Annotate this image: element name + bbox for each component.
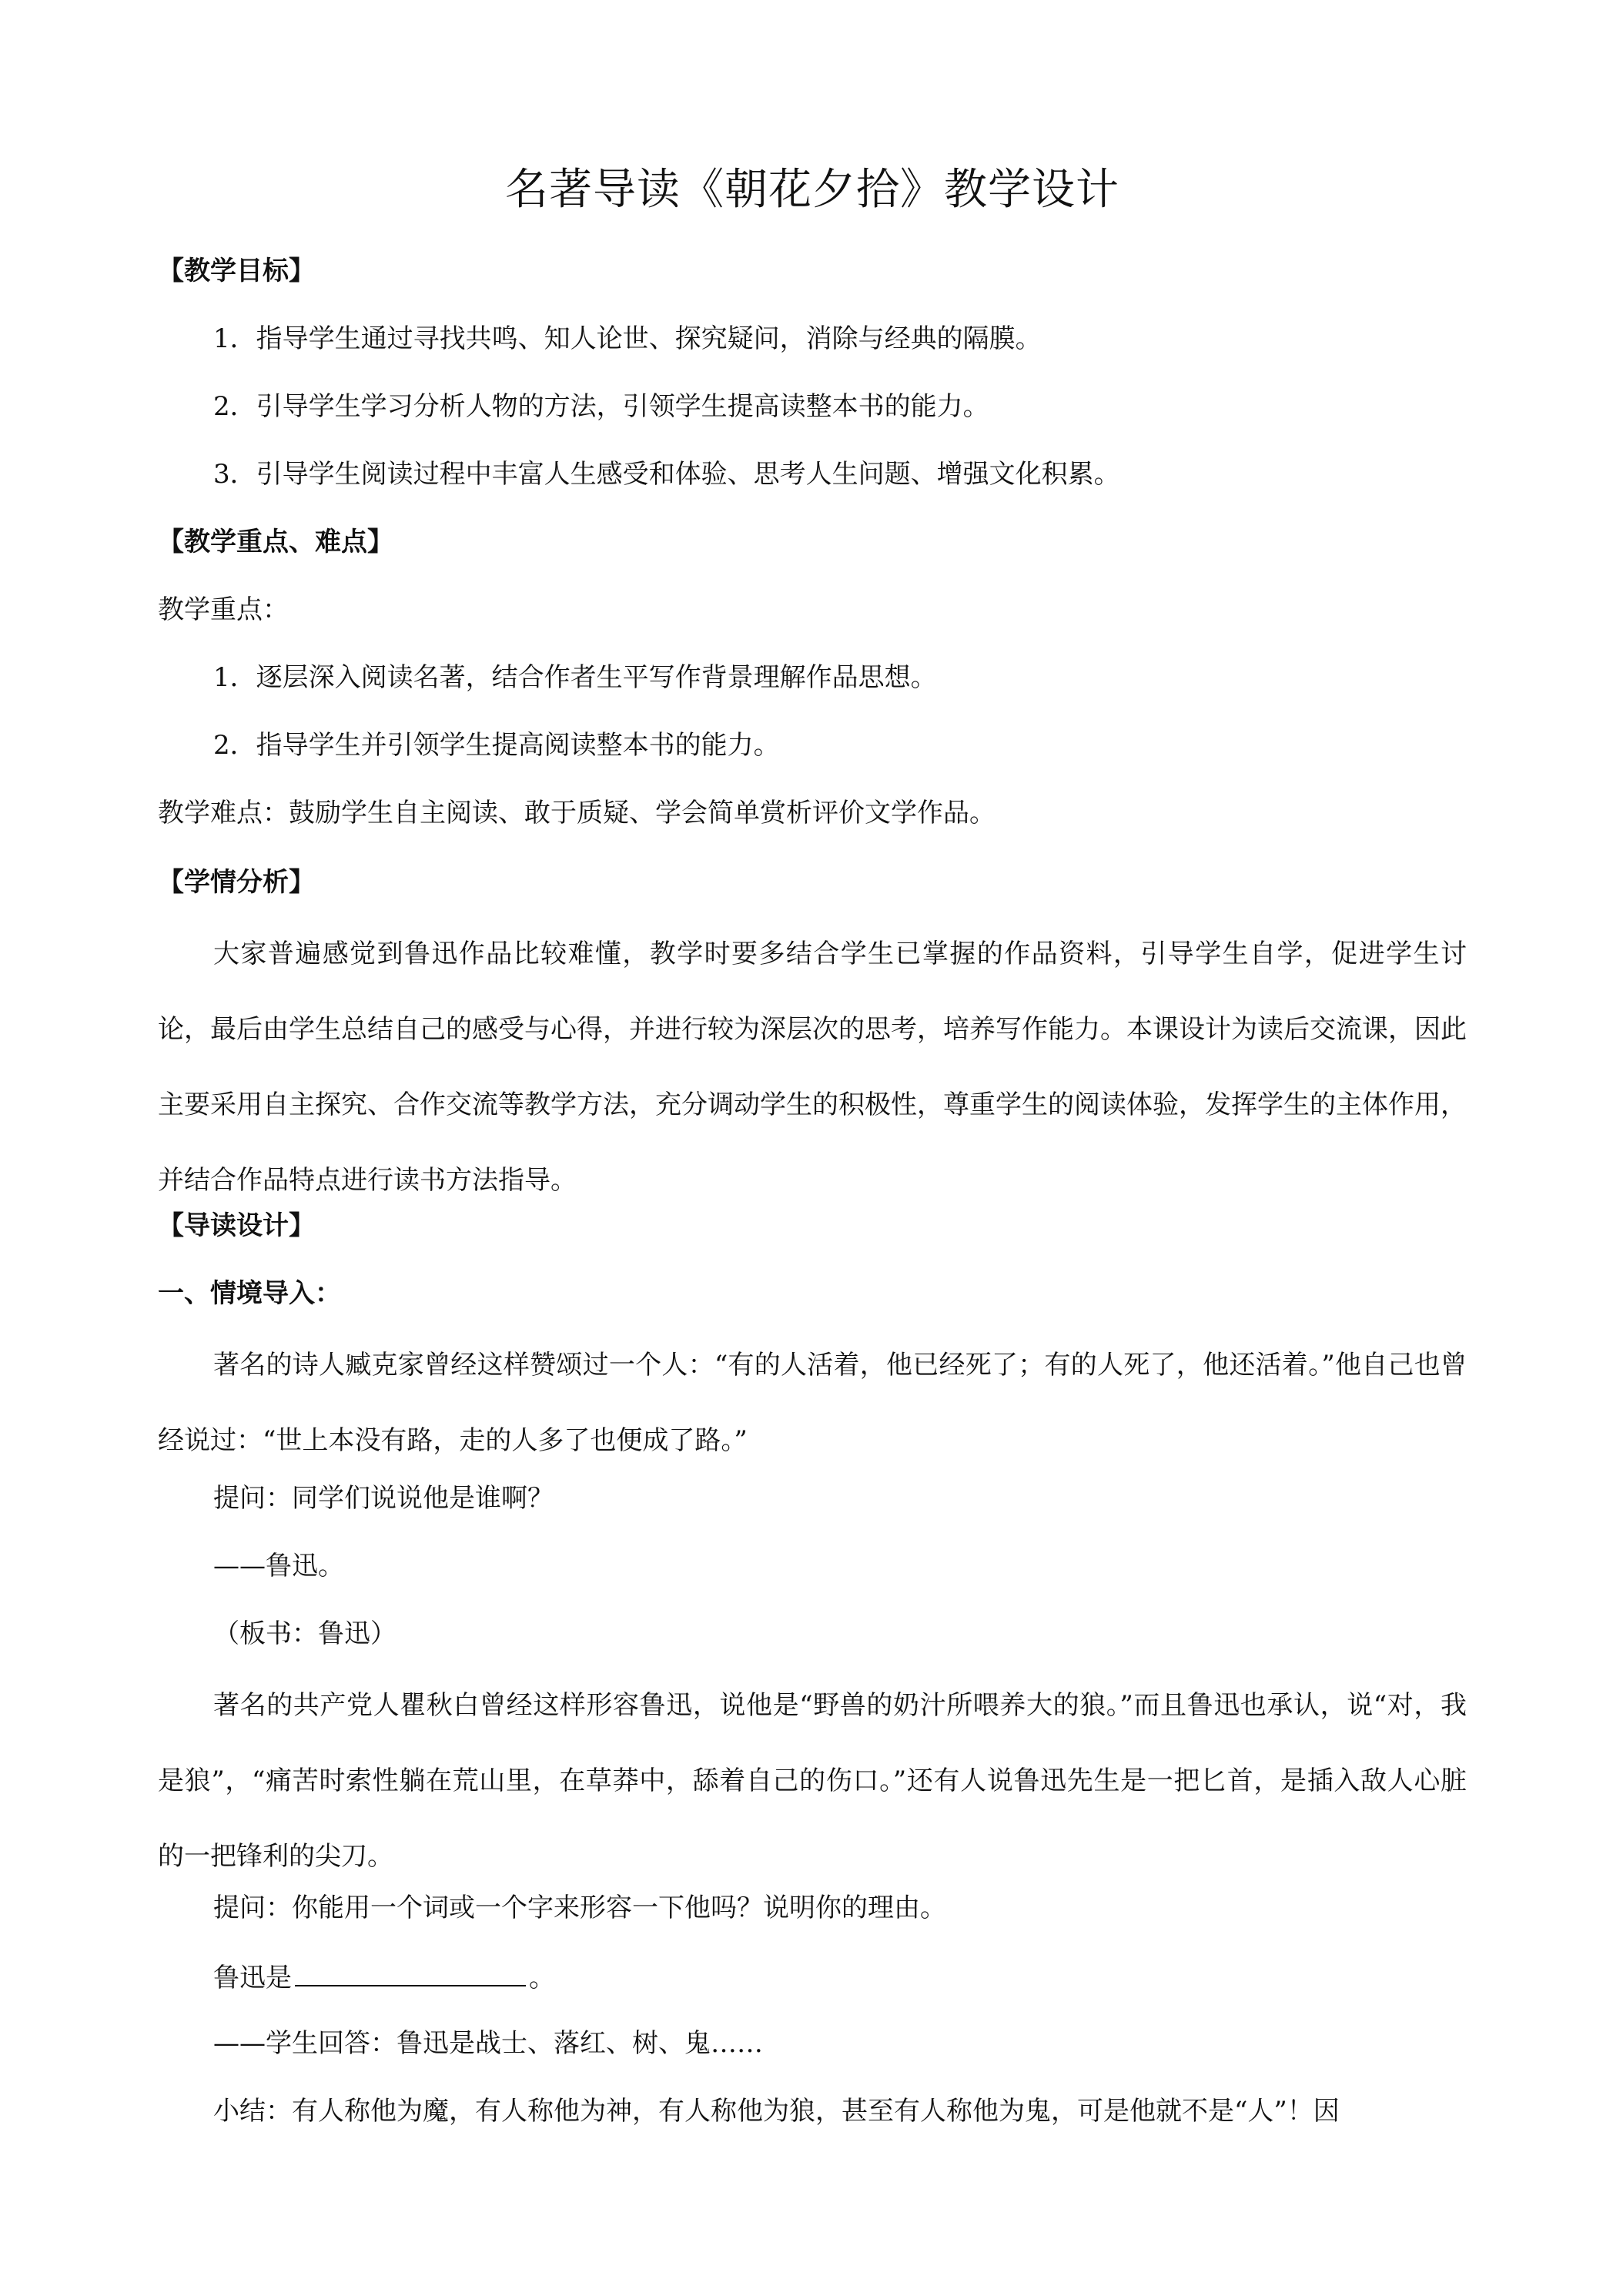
keypoints-label: 教学重点： xyxy=(158,594,289,625)
fill-suffix: 。 xyxy=(529,1963,555,1993)
intro-paragraph: 著名的诗人臧克家曾经这样赞颂过一个人：“有的人活着，他已经死了；有的人死了，他还活着。”他自己也曾经说过：“世上本没有路，走的人多了也便成了路。” xyxy=(158,1350,1467,1456)
qu-paragraph: 著名的共产党人瞿秋白曾经这样形容鲁迅，说他是“野兽的奶汁所喂养大的狼。”而且鲁迅也承认，说“对，我是狼”，“痛苦时索性躺在荒山里，在草莽中，舔着自己的伤口。”还有人说鲁迅先生是一把匕首，是插入敌人心脏的一把锋利的尖刀。 xyxy=(158,1690,1467,1872)
summary-text: 小结：有人称他为魔，有人称他为神，有人称他为狼，甚至有人称他为鬼，可是他就不是“人”！因 xyxy=(213,2096,1340,2127)
analysis-paragraph: 大家普遍感觉到鲁迅作品比较难懂，教学时要多结合学生已掌握的作品资料，引导学生自学，促进学生讨论，最后由学生总结自己的感受与心得，并进行较为深层次的思考，培养写作能力。本课设计为读后交流课，因此主要采用自主探究、合作交流等教学方法，充分调动学生的积极性，尊重学生的阅读体验，发挥学生的主体作用，并结合作品特点进行读书方法指导。 xyxy=(158,939,1467,1196)
part1-heading: 一、情境导入： xyxy=(158,1278,341,1309)
answer-text: ——学生回答：鲁迅是战士、落红、树、鬼…… xyxy=(213,2028,763,2059)
fill-in-blank xyxy=(213,1959,555,1995)
question-text: 提问：你能用一个词或一个字来形容一下他吗？说明你的理由。 xyxy=(213,1893,946,1923)
page-title: 名著导读《朝花夕拾》教学设计 xyxy=(505,165,1119,215)
fill-prefix: 鲁迅是 xyxy=(213,1963,292,1993)
board-note: （板书：鲁迅） xyxy=(213,1618,397,1649)
question-text: 提问：同学们说说他是谁啊？ xyxy=(213,1483,554,1514)
keypoint-item: 1．逐层深入阅读名著，结合作者生平写作背景理解作品思想。 xyxy=(213,662,937,693)
answer-text: ——鲁迅。 xyxy=(213,1551,344,1581)
difficulty-text: 教学难点：鼓励学生自主阅读、敢于质疑、学会简单赏析评价文学作品。 xyxy=(158,798,996,828)
keypoints-heading: 【教学重点、难点】 xyxy=(158,527,393,557)
blank-line xyxy=(295,1959,526,1986)
design-heading: 【导读设计】 xyxy=(158,1210,315,1241)
objective-item: 2．引导学生学习分析人物的方法，引领学生提高读整本书的能力。 xyxy=(213,391,989,422)
keypoint-item: 2．指导学生并引领学生提高阅读整本书的能力。 xyxy=(213,730,780,761)
objective-item: 1．指导学生通过寻找共鸣、知人论世、探究疑问，消除与经典的隔膜。 xyxy=(213,323,1042,354)
objectives-heading: 【教学目标】 xyxy=(158,256,315,286)
objective-item: 3．引导学生阅读过程中丰富人生感受和体验、思考人生问题、增强文化积累。 xyxy=(213,459,1120,490)
analysis-heading: 【学情分析】 xyxy=(158,867,315,898)
